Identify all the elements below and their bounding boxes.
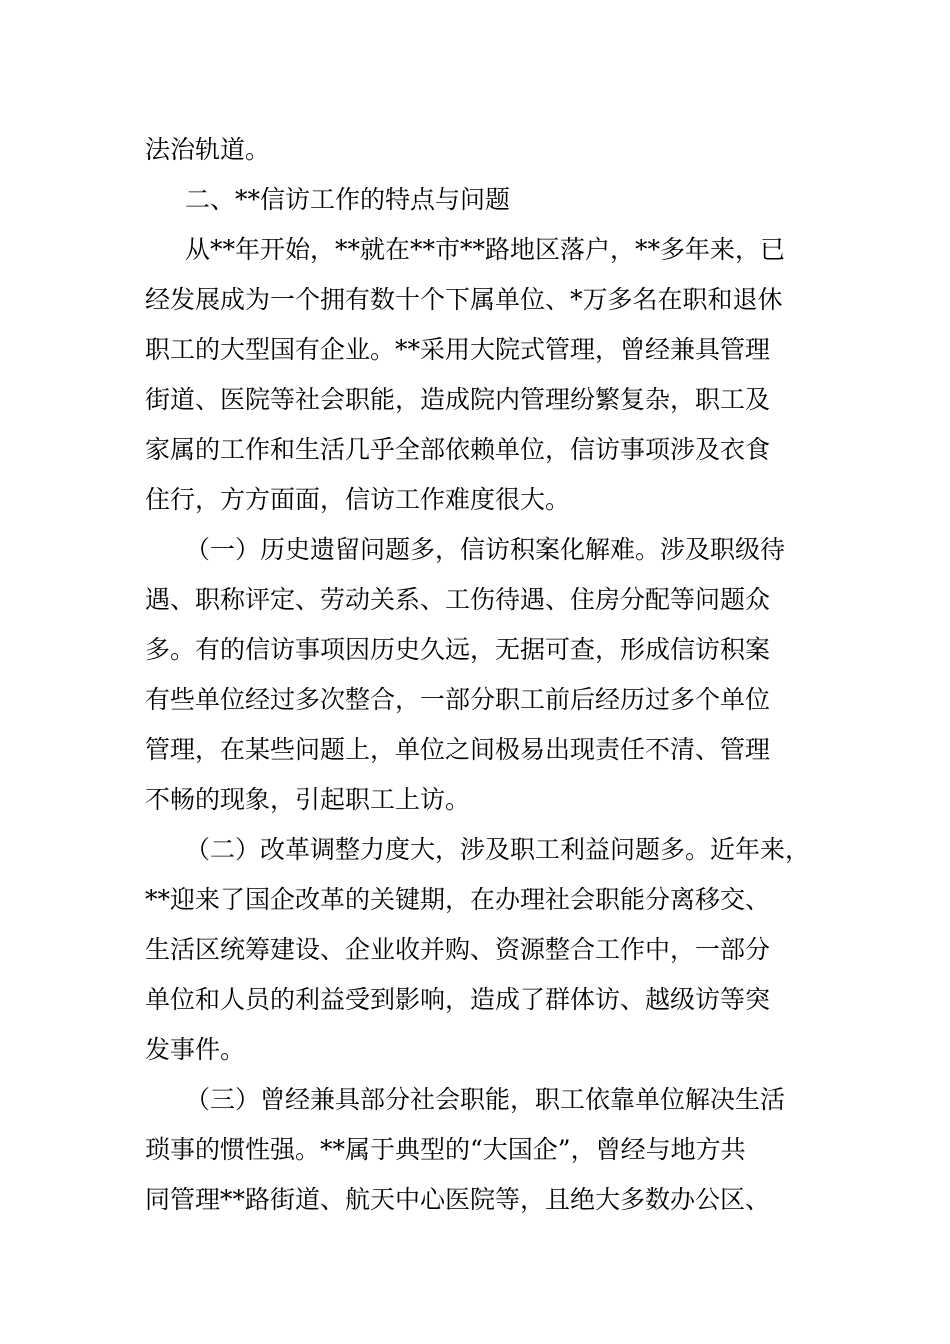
text-line-12: 有些单位经过多次整合，一部分职工前后经历过多个单位 bbox=[145, 685, 771, 714]
text-line-6: 街道、医院等社会职能，造成院内管理纷繁复杂，职工及 bbox=[145, 385, 771, 414]
text-line-10: 遇、职称评定、劳动关系、工伤待遇、住房分配等问题众 bbox=[145, 585, 771, 614]
text-line-1: 法治轨道。 bbox=[145, 135, 271, 164]
text-line-19: 发事件。 bbox=[145, 1035, 246, 1064]
subsection-3-heading: （三）曾经兼具部分社会职能，职工依靠单位解决生活 bbox=[185, 1085, 786, 1114]
text-line-21: 琐事的惯性强。**属于典型的“大国企”，曾经与地方共 bbox=[145, 1135, 746, 1164]
text-line-14: 不畅的现象，引起职工上访。 bbox=[145, 785, 471, 814]
text-line-4: 经发展成为一个拥有数十个下属单位、*万多名在职和退休 bbox=[145, 285, 783, 314]
text-line-3: 从**年开始，**就在**市**路地区落户，**多年来，已 bbox=[185, 235, 786, 264]
subsection-1-heading: （一）历史遗留问题多，信访积案化解难。涉及职级待 bbox=[185, 535, 786, 564]
text-line-11: 多。有的信访事项因历史久远，无据可查，形成信访积案 bbox=[145, 635, 771, 664]
subsection-2-heading: （二）改革调整力度大，涉及职工利益问题多。近年来， bbox=[185, 835, 811, 864]
text-line-13: 管理，在某些问题上，单位之间极易出现责任不清、管理 bbox=[145, 735, 771, 764]
text-line-17: 生活区统筹建设、企业收并购、资源整合工作中，一部分 bbox=[145, 935, 771, 964]
text-line-7: 家属的工作和生活几乎全部依赖单位，信访事项涉及衣食 bbox=[145, 435, 771, 464]
text-line-5: 职工的大型国有企业。**采用大院式管理，曾经兼具管理 bbox=[145, 335, 771, 364]
text-line-8: 住行，方方面面，信访工作难度很大。 bbox=[145, 485, 571, 514]
text-line-22: 同管理**路街道、航天中心医院等，且绝大多数办公区、 bbox=[145, 1185, 771, 1214]
text-line-18: 单位和人员的利益受到影响，造成了群体访、越级访等突 bbox=[145, 985, 771, 1014]
text-line-16: **迎来了国企改革的关键期，在办理社会职能分离移交、 bbox=[145, 885, 771, 914]
section-heading: 二、**信访工作的特点与问题 bbox=[185, 185, 511, 214]
